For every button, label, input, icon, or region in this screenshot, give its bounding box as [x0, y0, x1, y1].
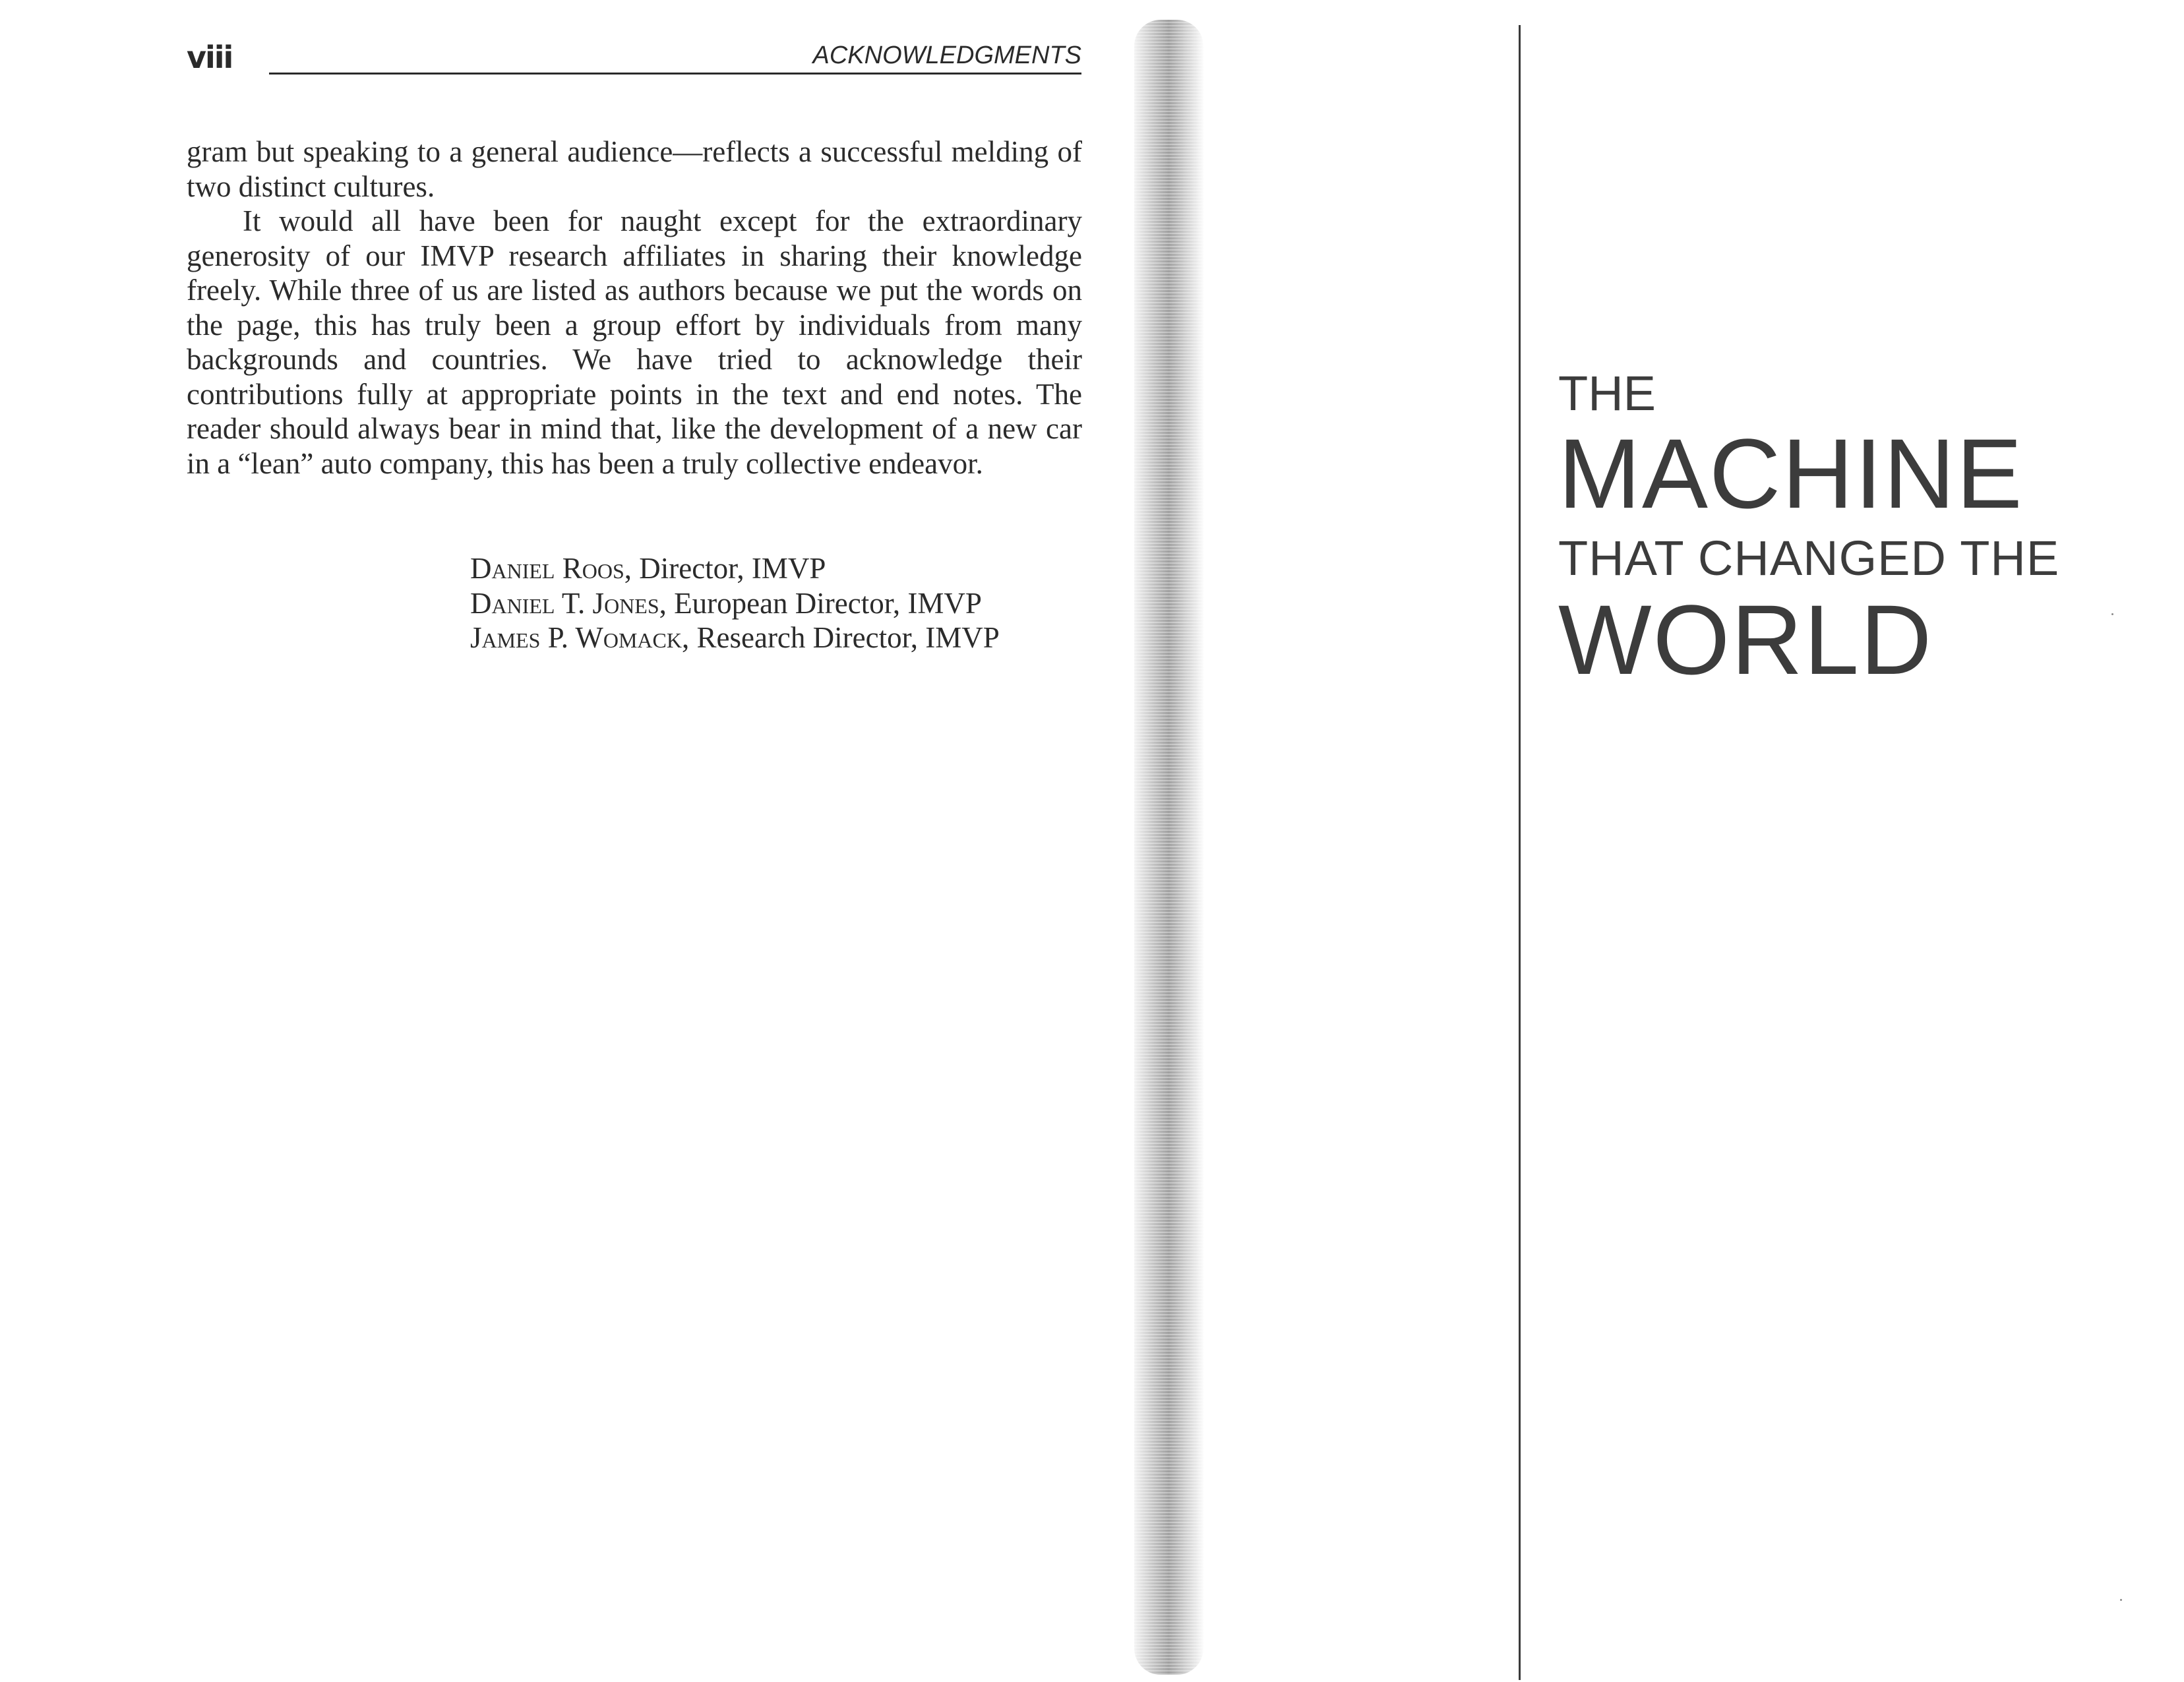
paragraph-continuation: gram but speaking to a general audience—reflects a successful melding of two distinct cultures. [187, 135, 1082, 203]
running-head-title: ACKNOWLEDGMENTS [812, 42, 1081, 69]
title-line-the: THE [1558, 366, 1656, 421]
acknowledgments-body [187, 135, 1082, 481]
half-title [1558, 366, 2152, 695]
book-gutter-shadow [1134, 20, 1203, 1675]
scan-speck [2111, 613, 2113, 615]
title-line-machine: MACHINE [1558, 418, 2024, 529]
title-line-that-changed-the: THAT CHANGED THE [1558, 531, 2060, 586]
running-head-rule [269, 73, 1081, 75]
signature-block [470, 551, 1103, 655]
signature-womack [470, 620, 1103, 655]
signature-jones [470, 586, 1103, 621]
running-head [187, 38, 1081, 75]
signature-role: , European Director, IMVP [659, 586, 982, 620]
signature-name: Daniel Roos [470, 552, 624, 585]
signature-name: Daniel T. Jones [470, 586, 659, 620]
paragraph-main: It would all have been for naught except for the extraordinary generosity of our IMVP research affiliates in sharing their knowledge freely. While three of us are listed as authors because we put the words on the page, this has truly been a group effort by individuals from many backgrounds and countries. We have tried to acknowledge their contributions fully at appropriate points in the text and end notes. The reader should always bear in mind that, like the development of a new car in a “lean” auto company, this has been a truly collective endeavor. [187, 204, 1082, 480]
signature-roos [470, 551, 1103, 586]
scan-speck [2120, 1599, 2122, 1601]
signature-role: , Director, IMVP [624, 552, 826, 585]
title-line-world: WORLD [1558, 584, 1933, 695]
signature-role: , Research Director, IMVP [682, 621, 1000, 654]
vertical-rule [1519, 25, 1521, 1680]
right-page [1203, 0, 2184, 1682]
signature-name: James P. Womack [470, 621, 682, 654]
page-number: viii [187, 40, 233, 75]
